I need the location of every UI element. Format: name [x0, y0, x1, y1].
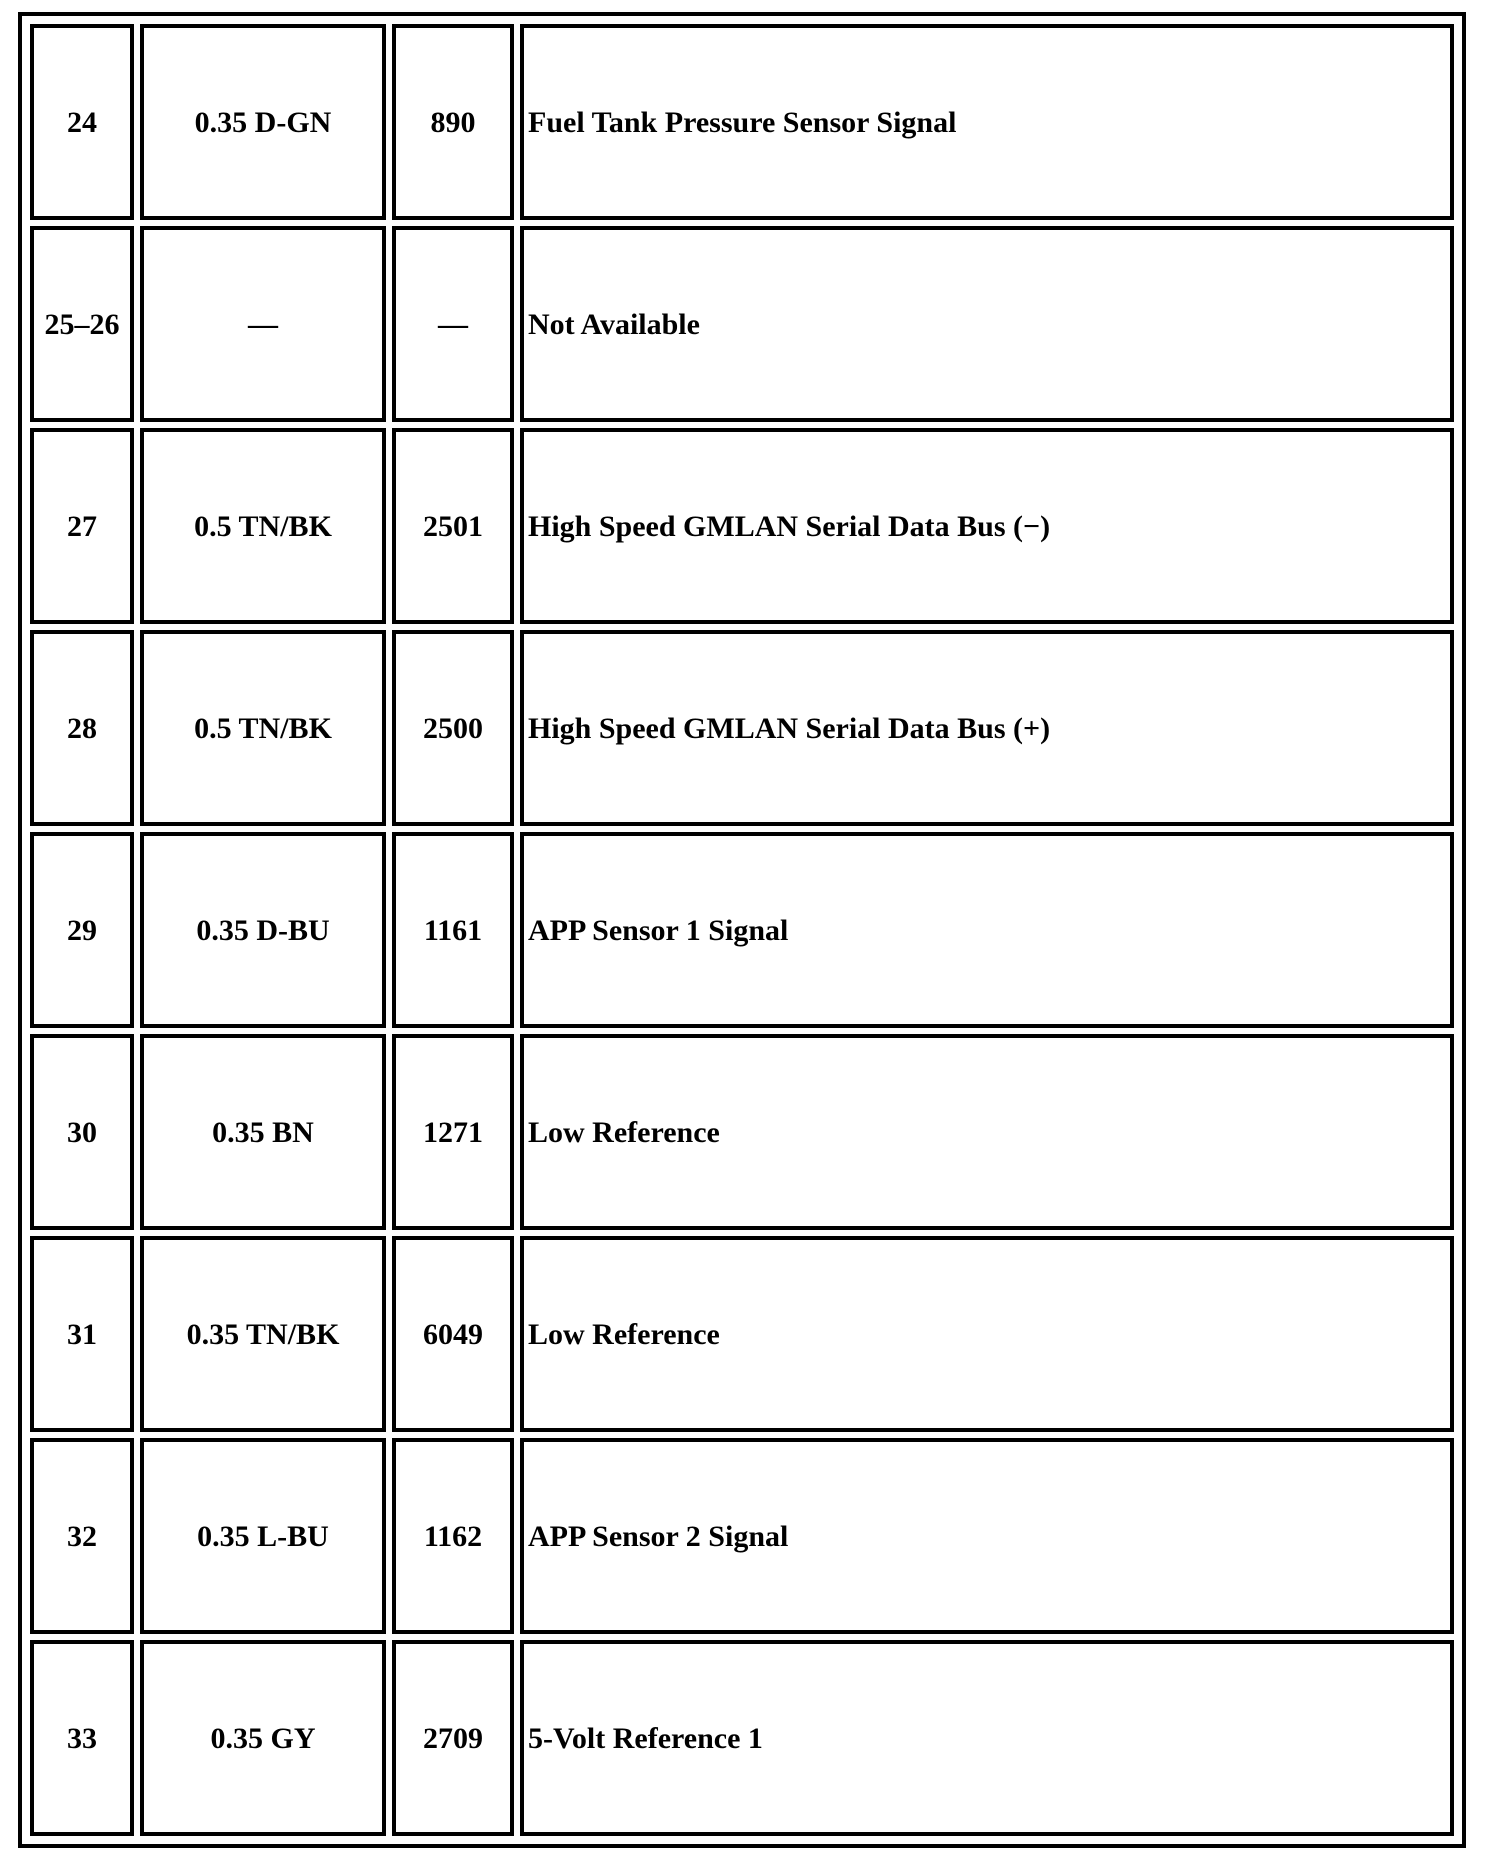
circuit-number-cell: 1161: [392, 832, 514, 1028]
function-cell: High Speed GMLAN Serial Data Bus (−): [520, 428, 1454, 624]
circuit-number-cell: 1162: [392, 1438, 514, 1634]
pin-number-cell: 32: [30, 1438, 134, 1634]
wire-color-cell: 0.35 TN/BK: [140, 1236, 386, 1432]
table-row: [30, 1034, 1454, 1230]
wire-color-cell: 0.5 TN/BK: [140, 630, 386, 826]
circuit-number-cell: 6049: [392, 1236, 514, 1432]
table-row: [30, 24, 1454, 220]
function-cell: Low Reference: [520, 1034, 1454, 1230]
function-cell: APP Sensor 2 Signal: [520, 1438, 1454, 1634]
function-cell: Fuel Tank Pressure Sensor Signal: [520, 24, 1454, 220]
circuit-number-cell: 1271: [392, 1034, 514, 1230]
pinout-table-body: [30, 24, 1454, 1836]
wire-color-cell: 0.35 BN: [140, 1034, 386, 1230]
table-row: [30, 630, 1454, 826]
table-row: [30, 226, 1454, 422]
function-cell: Not Available: [520, 226, 1454, 422]
pin-number-cell: 28: [30, 630, 134, 826]
pin-number-cell: 31: [30, 1236, 134, 1432]
table-row: [30, 1438, 1454, 1634]
function-cell: High Speed GMLAN Serial Data Bus (+): [520, 630, 1454, 826]
table-row: [30, 428, 1454, 624]
pin-number-cell: 30: [30, 1034, 134, 1230]
wire-color-cell: 0.35 D-GN: [140, 24, 386, 220]
pinout-table-frame: [18, 12, 1466, 1848]
function-cell: APP Sensor 1 Signal: [520, 832, 1454, 1028]
wire-color-cell: 0.35 L-BU: [140, 1438, 386, 1634]
circuit-number-cell: 890: [392, 24, 514, 220]
wire-color-cell: 0.35 D-BU: [140, 832, 386, 1028]
table-row: [30, 1236, 1454, 1432]
table-row: [30, 1640, 1454, 1836]
connector-pinout-table: [24, 18, 1460, 1842]
wire-color-cell: —: [140, 226, 386, 422]
pin-number-cell: 27: [30, 428, 134, 624]
pin-number-cell: 33: [30, 1640, 134, 1836]
circuit-number-cell: 2709: [392, 1640, 514, 1836]
circuit-number-cell: 2500: [392, 630, 514, 826]
pin-number-cell: 24: [30, 24, 134, 220]
circuit-number-cell: 2501: [392, 428, 514, 624]
pin-number-cell: 29: [30, 832, 134, 1028]
wire-color-cell: 0.5 TN/BK: [140, 428, 386, 624]
pin-number-cell: 25–26: [30, 226, 134, 422]
function-cell: Low Reference: [520, 1236, 1454, 1432]
function-cell: 5-Volt Reference 1: [520, 1640, 1454, 1836]
wire-color-cell: 0.35 GY: [140, 1640, 386, 1836]
table-row: [30, 832, 1454, 1028]
circuit-number-cell: —: [392, 226, 514, 422]
